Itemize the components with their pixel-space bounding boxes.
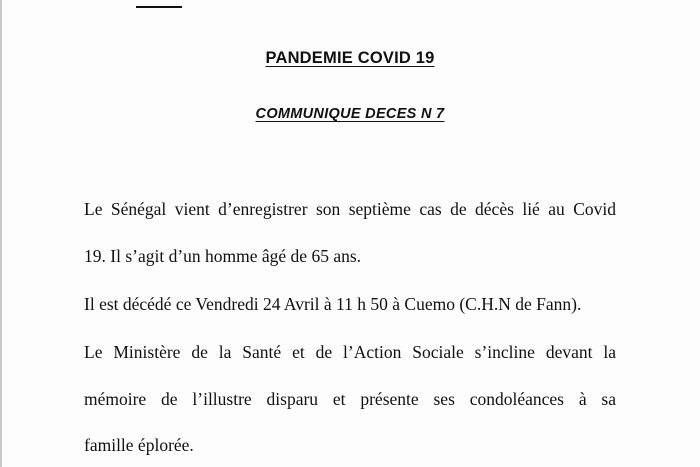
document-subtitle: COMMUNIQUE DECES N 7	[255, 106, 445, 122]
body-line-4: Le Ministère de la Santé et de l’Action Sociale s’incline devant la	[84, 342, 616, 362]
page-edge-line	[0, 0, 2, 467]
body-line-1: Le Sénégal vient d’enregistrer son septième cas de décès lié au Covid	[84, 199, 616, 219]
body-line-6: famille éplorée.	[84, 435, 194, 455]
body-line-5: mémoire de l’illustre disparu et présente ses condoléances à sa	[84, 389, 616, 409]
body-line-3: Il est décédé ce Vendredi 24 Avril à 11 h 50 à Cuemo (C.H.N de Fann).	[84, 294, 582, 314]
document-title: PANDEMIE COVID 19	[265, 49, 435, 67]
body-line-2: 19. Il s’agit d’un homme âgé de 65 ans.	[84, 246, 362, 266]
header-rule	[136, 6, 182, 8]
